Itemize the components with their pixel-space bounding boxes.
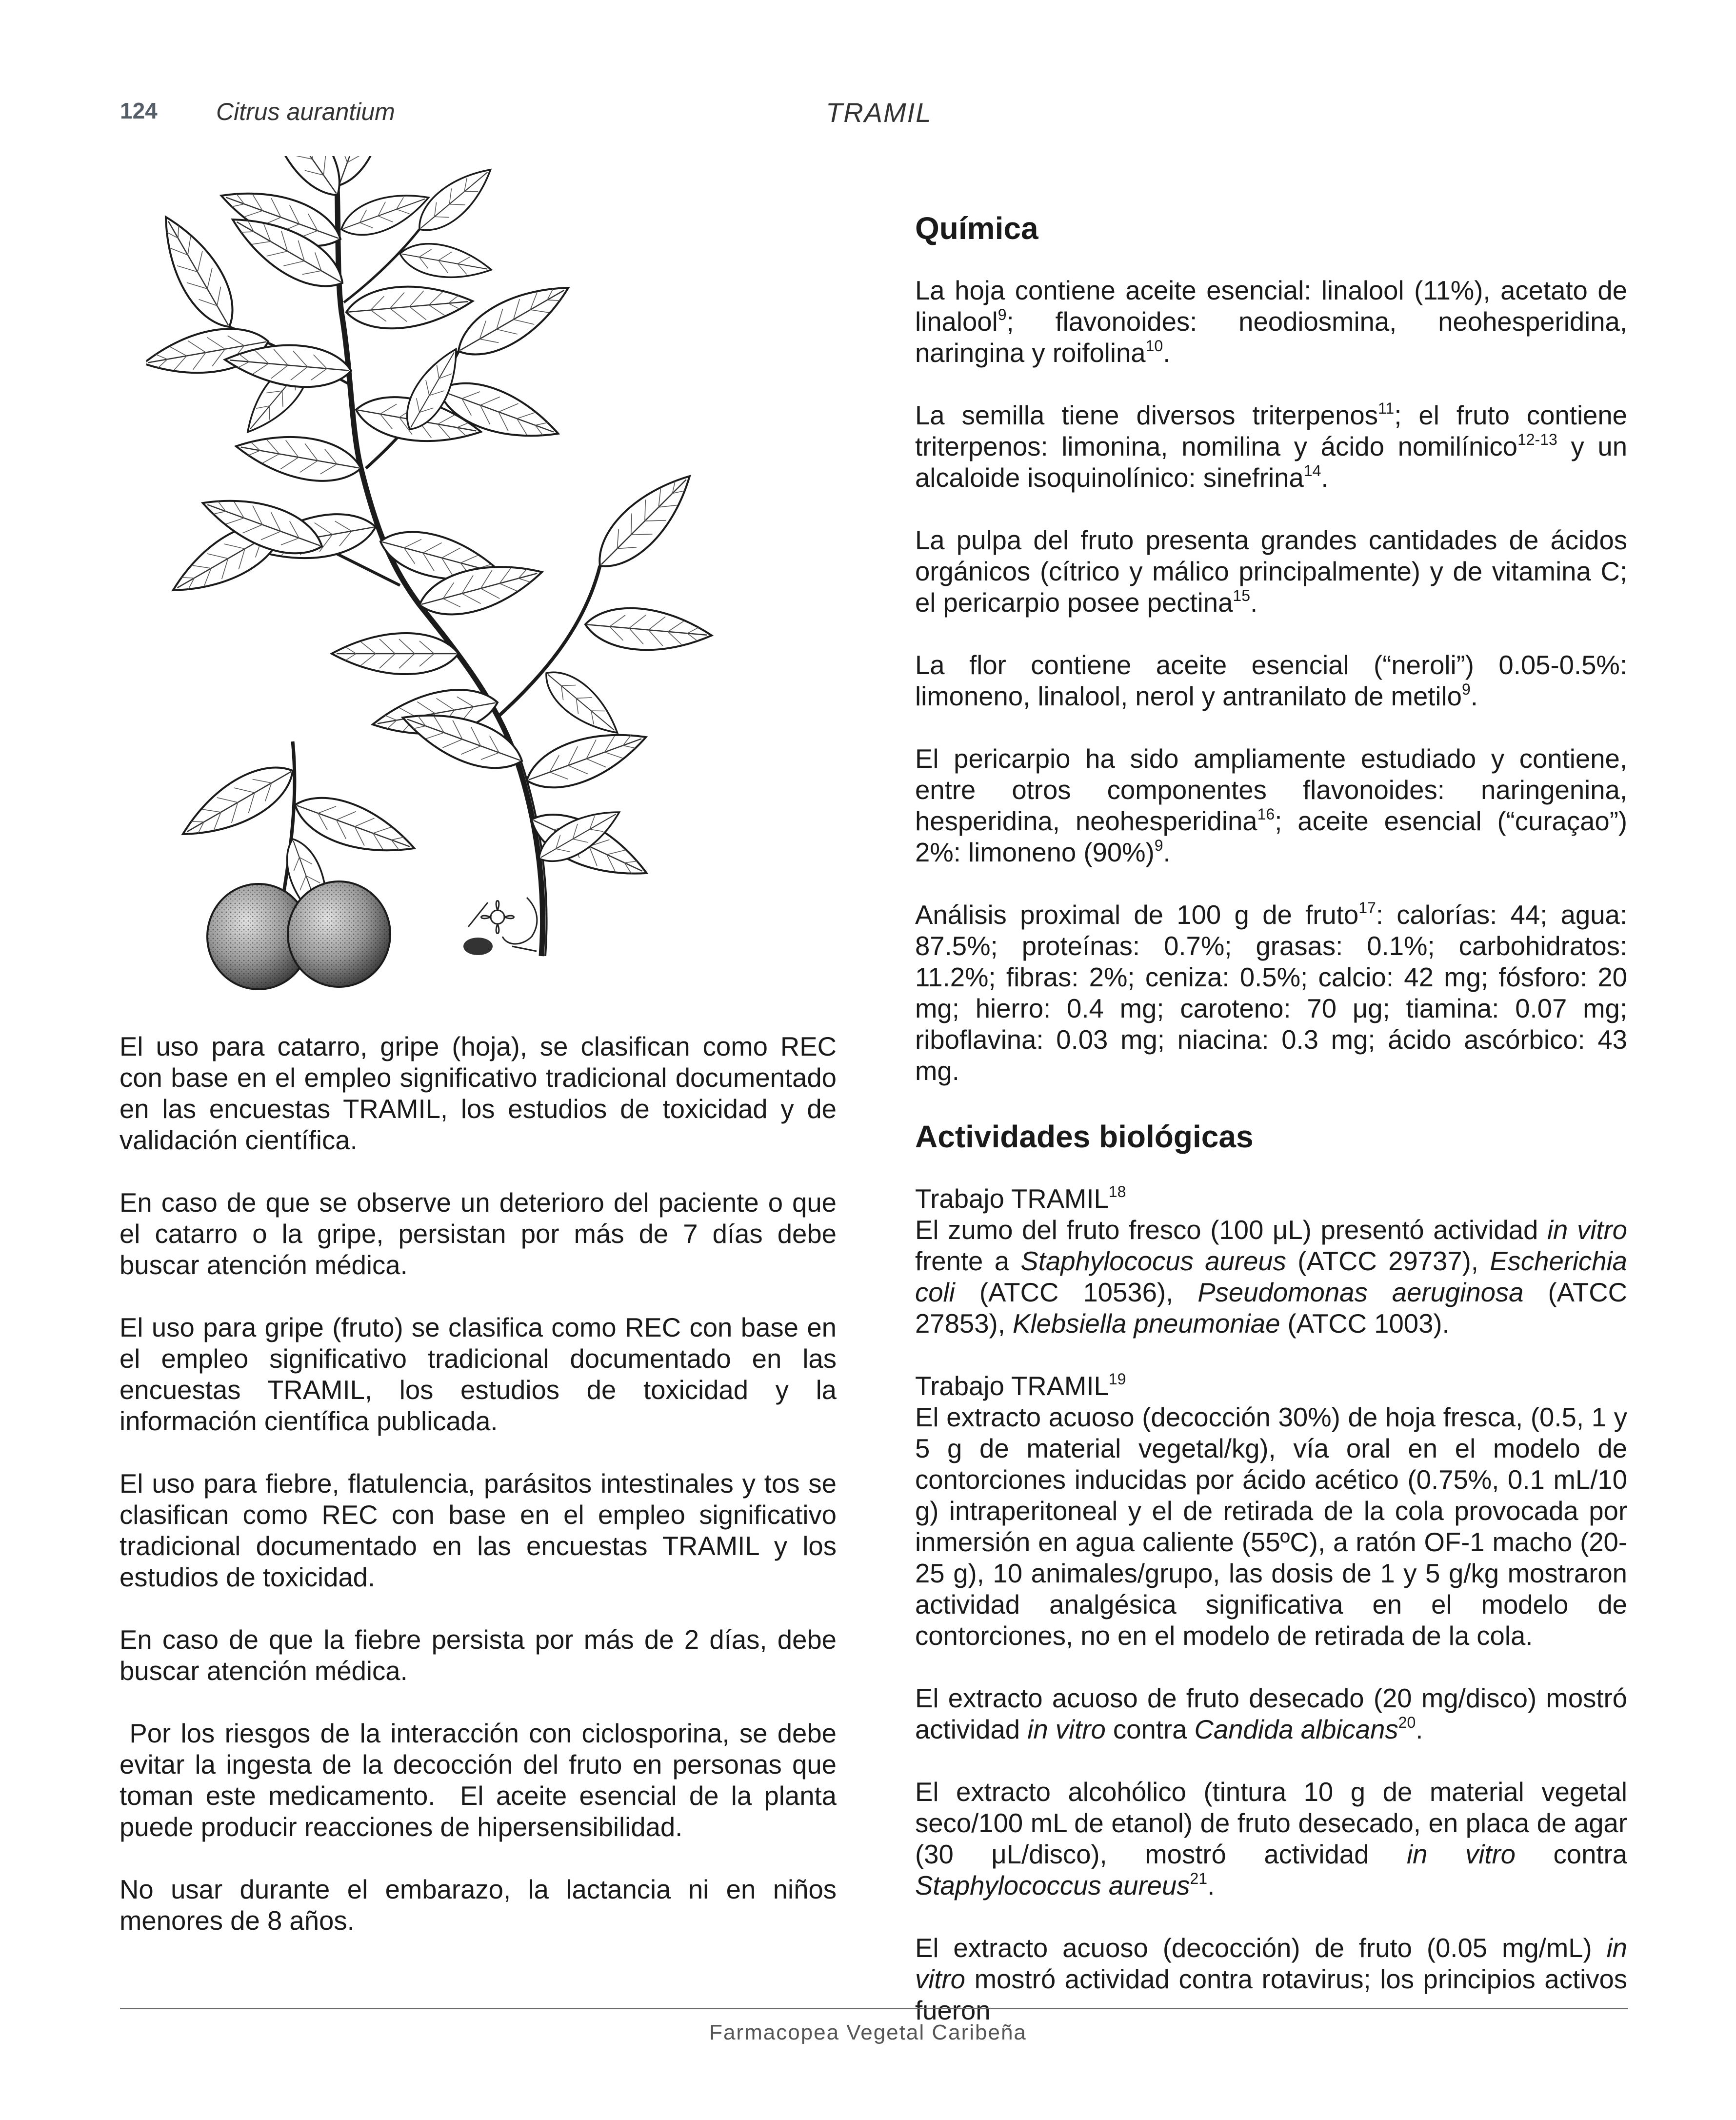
trabajo-tramil-19-label: Trabajo TRAMIL$^{19}$ xyxy=(915,1370,1126,1401)
paragraph-fiebre-persista: En caso de que la fiebre persista por más de 2 días, debe buscar atención médica. xyxy=(120,1625,837,1686)
actividad-staphylococcus: El extracto alcohólico (tintura 10 g de material vegetal seco/100 mL de etanol) de fruto desecado, en placa de agar (30 μL/disco), mostró actividad in vitro contra Staphylococcus aureus$^{21}$. xyxy=(915,1777,1627,1900)
paragraph-catarro-gripe: El uso para catarro, gripe (hoja), se clasifican como REC con base en el empleo significativo tradicional documentado en las encuestas TRAMIL, los estudios de toxicidad y de validación científica. xyxy=(120,1032,837,1155)
reference: 11 xyxy=(1377,400,1395,417)
reference: 9 xyxy=(1154,837,1163,854)
footer-divider xyxy=(120,2008,1628,2009)
reference: 20 xyxy=(1398,1714,1416,1731)
reference: 9 xyxy=(1461,680,1471,698)
paragraph-fiebre: El uso para fiebre, flatulencia, parásitos intestinales y tos se clasifican como REC con base en el empleo significativo tradicional documentado en las encuestas TRAMIL y los estudios de toxicidad. xyxy=(120,1469,837,1592)
reference: 10 xyxy=(1145,337,1163,355)
trabajo-tramil-19-text: El extracto acuoso (decocción 30%) de hoja fresca, (0.5, 1 y 5 g de material vegetal/kg), vía oral en el modelo de contorciones inducidas por ácido acético (0.75%, 0.1 mL/10 g) intraperitoneal y el de retirada de la cola provocada por inmersión en agua caliente (55ºC), a ratón OF-1 macho (20-25 g), 10 animales/grupo, las dosis de 1 y 5 g/kg mostraron actividad analgésica significativa en el modelo de contorciones, no en el modelo de retirada de la cola. xyxy=(915,1402,1627,1651)
trabajo-tramil-18-text: El zumo del fruto fresco (100 μL) presentó actividad in vitro frente a Staphylococus aureus (ATCC 29737), Escherichia coli (ATCC 10536), Pseudomonas aeruginosa (ATCC 27853), Klebsiella pneumoniae (ATCC 1003). xyxy=(915,1215,1627,1339)
quimica-paragraph-pericarpio: El pericarpio ha sido ampliamente estudiado y contiene, entre otros componentes flavonoides: naringenina, hesperidina, neohesperidina$^{16}$; aceite esencial (“curaçao”) 2%: limoneno $(90\%)^9$. xyxy=(915,744,1627,867)
reference: 17 xyxy=(1358,899,1376,917)
reference: 12-13 xyxy=(1517,431,1557,448)
running-header-title: TRAMIL xyxy=(826,97,932,128)
reference: 16 xyxy=(1257,805,1275,823)
reference: 18 xyxy=(1108,1183,1126,1200)
quimica-paragraph-flor: La flor contiene aceite esencial (“neroli”) 0.05-0.5%: limoneno, linalool, nerol y antranilato de metilo$^9$. xyxy=(915,650,1627,711)
paragraph-ciclosporina: Por los riesgos de la interacción con ciclosporina, se debe evitar la ingesta de la decocción del fruto en personas que toman este medicamento. El aceite esencial de la planta puede producir reacciones de hipersensibilidad. xyxy=(120,1719,844,1842)
running-header-species: Citrus aurantium xyxy=(216,98,395,125)
quimica-paragraph-semilla: La semilla tiene diversos triterpenos$^{11}$; el fruto contiene triterpenos: limonina, nomilina y ácido nomilínico$^{12-13}$ y un alcaloide isoquinolínico: sinefrina$^{14}$. xyxy=(915,400,1628,493)
right-column xyxy=(915,210,1627,2026)
section-heading-quimica: Química xyxy=(915,211,1038,246)
actividad-rotavirus: El extracto acuoso (decocción) de fruto (0.05 mg/mL) in vitro mostró actividad contra rotavirus; los principios activos fueron xyxy=(915,1933,1627,2025)
paragraph-gripe-fruto: El uso para gripe (fruto) se clasifica como REC con base en el empleo significativo tradicional documentado en las encuestas TRAMIL, los estudios de toxicidad y la información científica publicada. xyxy=(120,1313,837,1436)
trabajo-tramil-18-label: Trabajo TRAMIL$^{18}$ xyxy=(915,1183,1126,1214)
botanical-illustration xyxy=(146,156,907,1015)
section-heading-actividades: Actividades biológicas xyxy=(915,1119,1254,1154)
reference: 19 xyxy=(1108,1370,1126,1388)
actividad-candida: El extracto acuoso de fruto desecado (20 mg/disco) mostró actividad in vitro contra Candida albicans$^{20}$. xyxy=(915,1683,1627,1744)
paragraph-embarazo: No usar durante el embarazo, la lactancia ni en niños menores de 8 años. xyxy=(120,1875,837,1936)
quimica-paragraph-analisis-proximal: Análisis proximal de 100 g de fruto$^{17}$: calorías: 44; agua: 87.5%; proteínas: 0.7%; grasas: 0.1%; carbohidratos: 11.2%; fibras: 2%; ceniza: 0.5%; calcio: 42 mg; fósforo: 20 mg; hierro: 0.4 mg; caroteno: 70 μg; tiamina: 0.07 mg; riboflavina: 0.03 mg; niacina: 0.3 mg; ácido ascórbico: 43 mg. xyxy=(915,899,1627,1086)
left-column xyxy=(120,1031,844,1968)
reference: 15 xyxy=(1233,587,1250,604)
footer-publication-title: Farmacopea Vegetal Caribeña xyxy=(709,2020,1027,2044)
reference: 14 xyxy=(1303,462,1321,480)
reference: 9 xyxy=(998,306,1007,323)
quimica-paragraph-pulpa: La pulpa del fruto presenta grandes cantidades de ácidos orgánicos (cítrico y málico principalmente) y de vitamina C; el pericarpio posee pectina$^{15}$. xyxy=(915,525,1627,618)
reference: 21 xyxy=(1190,1870,1208,1887)
paragraph-deterioro: En caso de que se observe un deterioro del paciente o que el catarro o la gripe, persistan por más de 7 días debe buscar atención médica. xyxy=(120,1188,837,1280)
quimica-paragraph-hoja: La hoja contiene aceite esencial: linalool (11%), acetato de linalool$^9$; flavonoides: neodiosmina, neohesperidina, naringina y roifolina$^{10}$. xyxy=(915,276,1627,368)
page-number: 124 xyxy=(120,98,158,123)
